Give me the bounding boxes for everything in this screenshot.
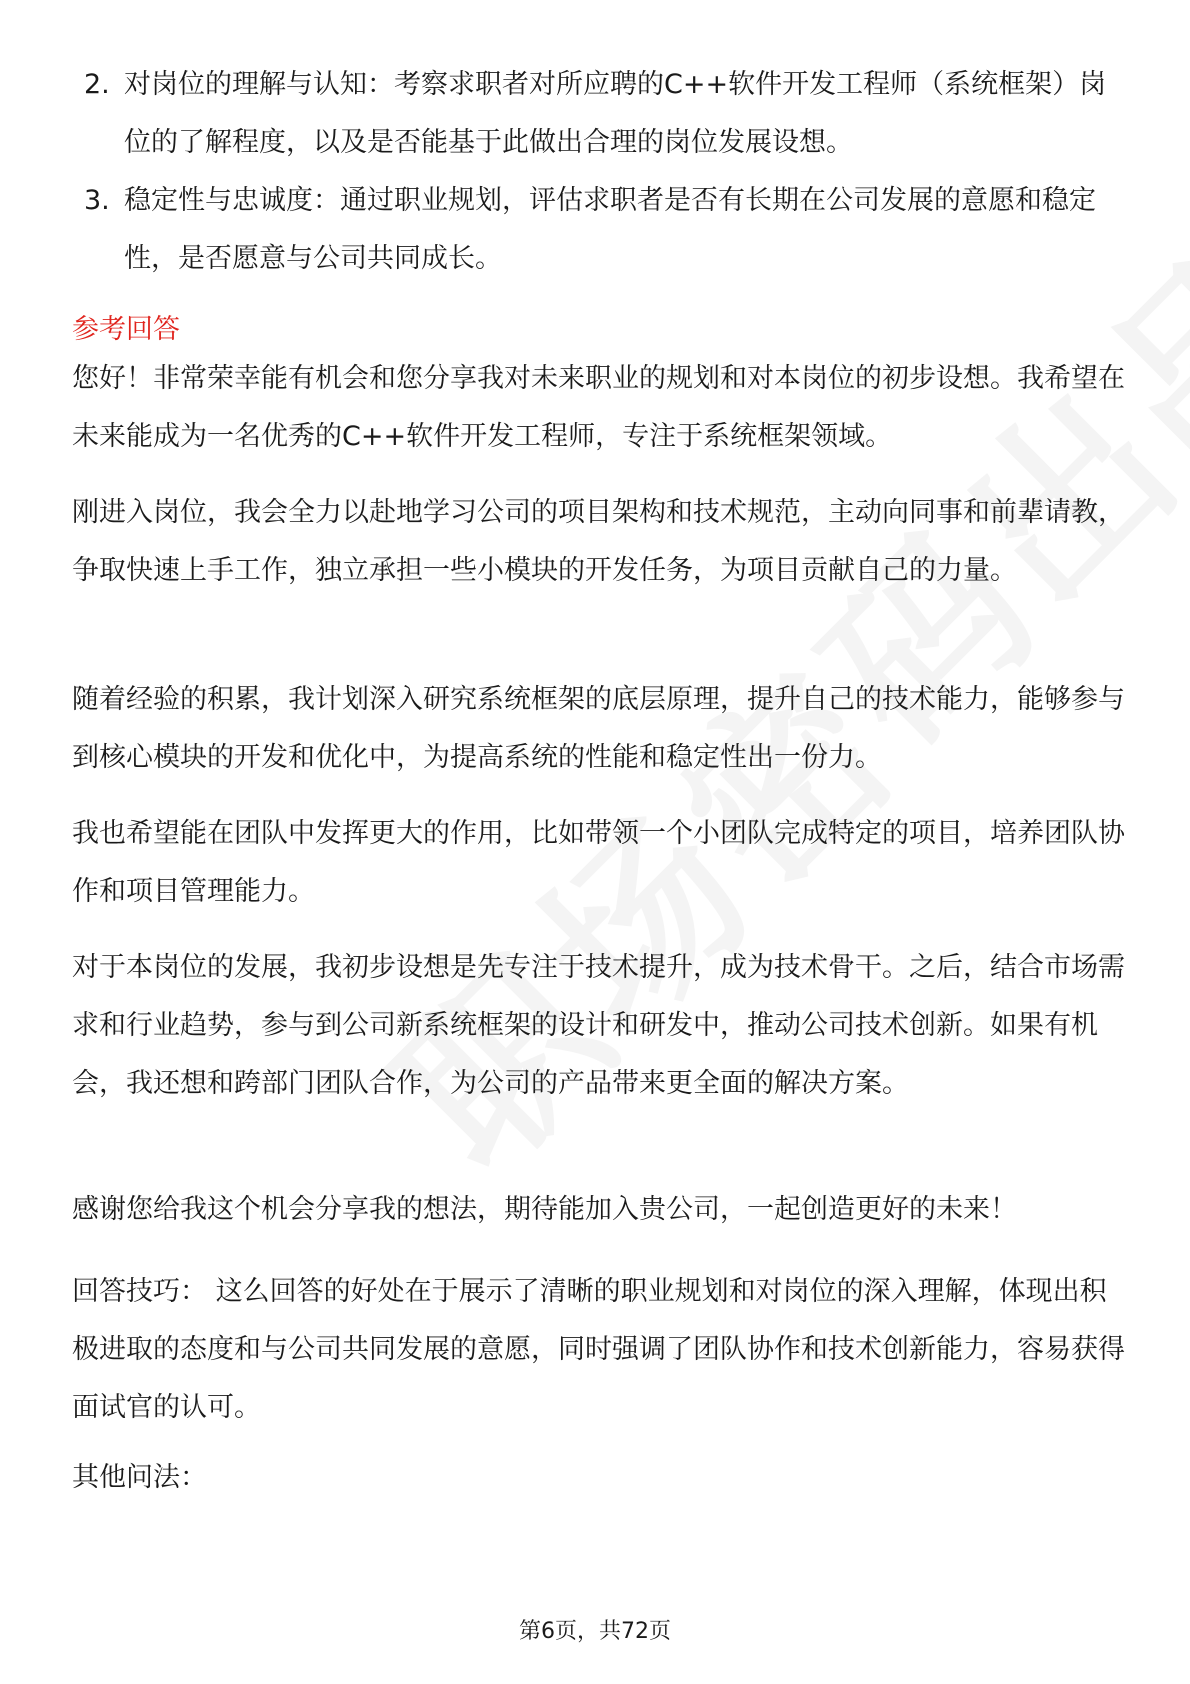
answer-paragraph: 对于本岗位的发展，我初步设想是先专注于技术提升，成为技术骨干。之后，结合市场需求和行业趋势，参与到公司新系统框架的设计和研发中，推动公司技术创新。如果有机会，我还想和跨部门团队合作，为公司的产品带来更全面的解决方案。 [72,952,1125,1099]
list-item-number: 2. [84,69,110,100]
list-item-text: 对岗位的理解与认知：考察求职者对所应聘的C++软件开发工程师（系统框架）岗位的了解程度，以及是否能基于此做出合理的岗位发展设想。 [124,69,1107,158]
answer-paragraph: 感谢您给我这个机会分享我的想法，期待能加入贵公司，一起创造更好的未来！ [72,1194,1017,1225]
other-questions-label: 其他问法： [72,1462,207,1493]
criteria-list [72,56,1132,288]
section-heading-reference-answer: 参考回答 [72,314,180,345]
page-footer: 第6页，共72页 [519,1619,671,1644]
list-item-number: 3. [84,185,110,216]
list-item-text: 稳定性与忠诚度：通过职业规划，评估求职者是否有长期在公司发展的意愿和稳定性，是否愿意与公司共同成长。 [124,185,1096,274]
answer-paragraph: 我也希望能在团队中发挥更大的作用，比如带领一个小团队完成特定的项目，培养团队协作和项目管理能力。 [72,818,1125,907]
answer-paragraph: 随着经验的积累，我计划深入研究系统框架的底层原理，提升自己的技术能力，能够参与到核心模块的开发和优化中，为提高系统的性能和稳定性出一份力。 [72,684,1125,773]
list-item [72,56,1132,172]
answer-tips-paragraph: 回答技巧： 这么回答的好处在于展示了清晰的职业规划和对岗位的深入理解，体现出积极进取的态度和与公司共同发展的意愿，同时强调了团队协作和技术创新能力，容易获得面试官的认可。 [72,1276,1125,1423]
answer-paragraph: 您好！非常荣幸能有机会和您分享我对未来职业的规划和对本岗位的初步设想。我希望在未来能成为一名优秀的C++软件开发工程师，专注于系统框架领域。 [72,363,1125,452]
answer-paragraph: 刚进入岗位，我会全力以赴地学习公司的项目架构和技术规范，主动向同事和前辈请教，争取快速上手工作，独立承担一些小模块的开发任务，为项目贡献自己的力量。 [72,497,1125,586]
list-item [72,172,1132,288]
